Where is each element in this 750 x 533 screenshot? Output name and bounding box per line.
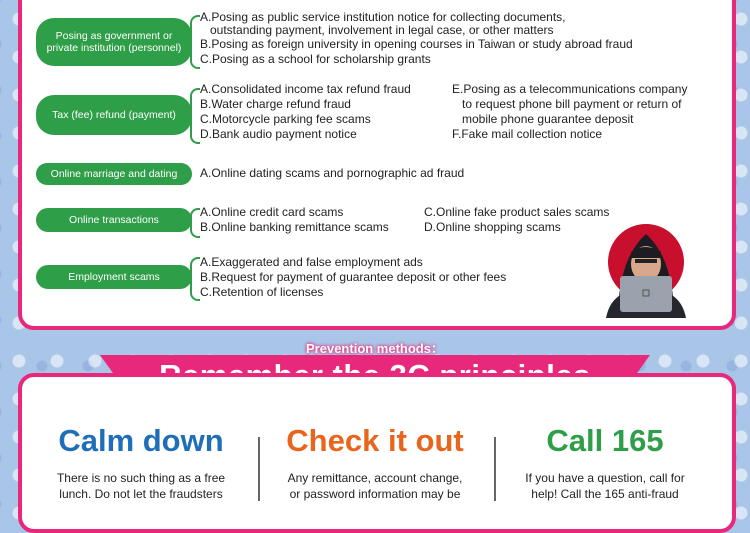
item-text: A.Online credit card scams bbox=[200, 205, 344, 219]
item-text: mobile phone guarantee deposit bbox=[452, 112, 634, 126]
item-text: C.Retention of licenses bbox=[200, 285, 324, 299]
brace bbox=[190, 15, 200, 69]
item-text: D.Bank audio payment notice bbox=[200, 127, 357, 141]
item-text: outstanding payment, involvement in legal case, or other matters bbox=[200, 23, 554, 37]
item-text: B.Request for payment of guarantee deposit or other fees bbox=[200, 270, 507, 284]
item-text: A.Online dating scams and pornographic ad fraud bbox=[200, 166, 465, 180]
principle-heading-call-165: Call 165 bbox=[546, 423, 664, 458]
item-text: A.Posing as public service institution notice for collecting documents, bbox=[200, 10, 566, 24]
brace bbox=[190, 257, 200, 301]
brace bbox=[190, 88, 200, 144]
hacker-illustration bbox=[596, 212, 696, 318]
brace bbox=[190, 208, 200, 238]
divider bbox=[258, 437, 260, 501]
item-text: C.Posing as a school for scholarship grants bbox=[200, 52, 431, 66]
principle-heading-check-it-out: Check it out bbox=[286, 423, 464, 458]
item-text: D.Online shopping scams bbox=[424, 220, 561, 234]
principle-text: Any remittance, account change, or password information may be bbox=[287, 471, 463, 501]
category-pill-employment: Employment scams bbox=[36, 265, 192, 289]
item-text: B.Online banking remittance scams bbox=[200, 220, 389, 234]
item-text: B.Posing as foreign university in opening courses in Taiwan or study abroad fraud bbox=[200, 37, 633, 51]
prevention-subtitle: Prevention methods： bbox=[306, 341, 444, 356]
category-pill-online-transactions: Online transactions bbox=[36, 208, 192, 232]
principle-heading-calm-down: Calm down bbox=[58, 423, 224, 458]
item-text: C.Motorcycle parking fee scams bbox=[200, 112, 371, 126]
principle-text: If you have a question, call for help! Call the 165 anti-fraud bbox=[525, 471, 685, 501]
category-pill-tax-refund: Tax (fee) refund (payment) bbox=[36, 95, 192, 135]
item-text: F.Fake mail collection notice bbox=[452, 127, 603, 141]
item-text: C.Online fake product sales scams bbox=[424, 205, 610, 219]
item-text: A.Exaggerated and false employment ads bbox=[200, 255, 423, 269]
category-pill-government: Posing as government or private institution (personnel) bbox=[36, 18, 192, 66]
item-text: E.Posing as a telecommunications company bbox=[452, 82, 688, 96]
item-text: to request phone bill payment or return of bbox=[452, 97, 682, 111]
item-text: B.Water charge refund fraud bbox=[200, 97, 351, 111]
item-text: A.Consolidated income tax refund fraud bbox=[200, 82, 411, 96]
category-pill-online-dating: Online marriage and dating bbox=[36, 163, 192, 185]
principle-text: There is no such thing as a free lunch. Do not let the fraudsters bbox=[56, 471, 226, 501]
